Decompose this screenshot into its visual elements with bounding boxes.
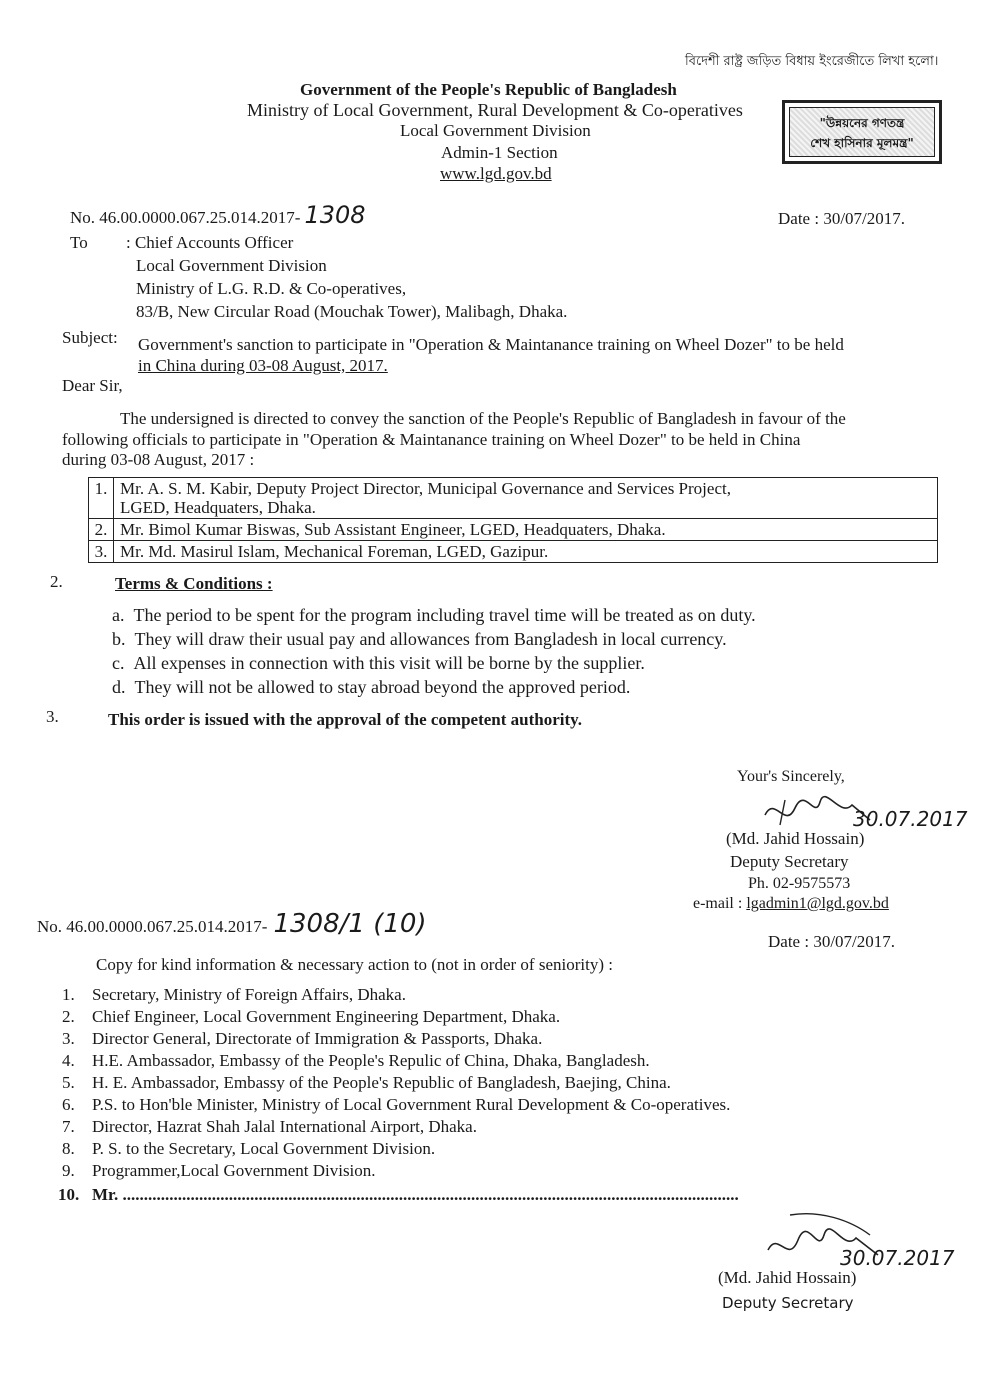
signature-1-date-handwritten: 30.07.2017 xyxy=(853,807,968,831)
terms-heading xyxy=(115,574,273,594)
body-line-2: following officials to participate in "Operation & Maintanance training on Wheel Dozer" to be held in China xyxy=(62,430,801,449)
list-item-number: 8. xyxy=(62,1139,75,1158)
memo-number-handwritten: 1308 xyxy=(304,201,366,229)
approval-number: 3. xyxy=(46,707,59,726)
term-text: They will draw their usual pay and allowances from Bangladesh in local currency. xyxy=(134,629,727,649)
copy-memo-date: Date : 30/07/2017. xyxy=(768,932,896,951)
table-row xyxy=(89,541,938,563)
stamp-line2: শেখ হাসিনার মূলমন্ত্র" xyxy=(810,136,914,150)
header-website-link[interactable] xyxy=(440,164,552,184)
list-item-text: Mr. ................................................................................................................................................. xyxy=(92,1185,739,1204)
copy-memo-number-handwritten: 1308/1 (10) xyxy=(273,909,427,939)
list-item xyxy=(58,1185,739,1205)
email-link[interactable]: lgadmin1@lgd.gov.bd xyxy=(746,895,889,912)
terms-number: 2. xyxy=(50,572,63,591)
list-item-text: Chief Engineer, Local Government Engineering Department, Dhaka. xyxy=(92,1007,561,1026)
list-item-text: H. E. Ambassador, Embassy of the People's Republic of Bangladesh, Baejing, China. xyxy=(92,1073,671,1092)
signatory-1-title: Deputy Secretary xyxy=(730,852,849,871)
to-label: To xyxy=(70,233,88,252)
subject-line-1: Government's sanction to participate in "Operation & Maintanance training on Wheel Dozer" to be held xyxy=(138,335,844,354)
list-item-number: 3. xyxy=(62,1029,75,1048)
signatory-2-title: Deputy Secretary xyxy=(722,1294,854,1312)
memo-number xyxy=(70,201,366,229)
header-ministry: Ministry of Local Government, Rural Development & Co-operatives xyxy=(247,100,743,120)
header-government: Government of the People's Republic of Bangladesh xyxy=(300,80,677,99)
term-item xyxy=(112,605,756,626)
signatory-2-name: (Md. Jahid Hossain) xyxy=(718,1268,857,1287)
signatory-1-name: (Md. Jahid Hossain) xyxy=(726,829,865,848)
header-division: Local Government Division xyxy=(400,121,591,140)
to-line-4: 83/B, New Circular Road (Mouchak Tower), Malibagh, Dhaka. xyxy=(136,302,568,321)
body-line-1: The undersigned is directed to convey the sanction of the People's Republic of Bangladesh in favour of the xyxy=(120,409,846,428)
subject-line-2-text: in China during 03-08 August, 2017. xyxy=(138,356,388,375)
signature-2-date-handwritten: 30.07.2017 xyxy=(840,1246,955,1270)
approval-text: This order is issued with the approval of the competent authority. xyxy=(108,710,582,729)
list-item-number: 7. xyxy=(62,1117,75,1136)
signatory-1-phone: Ph. 02-9575573 xyxy=(748,875,851,892)
copy-memo-number xyxy=(37,909,427,939)
list-item-text: Programmer,Local Government Division. xyxy=(92,1161,376,1180)
motto-stamp xyxy=(782,100,942,164)
official-line: Mr. A. S. M. Kabir, Deputy Project Director, Municipal Governance and Services Project, xyxy=(120,479,731,498)
terms-heading-text: Terms & Conditions : xyxy=(115,574,273,593)
official-details: Mr. Md. Masirul Islam, Mechanical Foreman, LGED, Gazipur. xyxy=(114,541,938,563)
list-item xyxy=(62,1007,560,1027)
website-text: www.lgd.gov.bd xyxy=(440,164,552,183)
subject-line-2 xyxy=(138,356,388,376)
body-line-3: during 03-08 August, 2017 : xyxy=(62,450,255,469)
list-item xyxy=(62,1051,650,1071)
table-row xyxy=(89,478,938,519)
signatory-1-email-row xyxy=(693,895,889,913)
term-item xyxy=(112,677,630,698)
official-details xyxy=(114,478,938,519)
to-line-2: Local Government Division xyxy=(136,256,327,275)
term-item xyxy=(112,653,645,674)
list-item xyxy=(62,1139,435,1159)
memo-date: Date : 30/07/2017. xyxy=(778,209,906,228)
term-text: They will not be allowed to stay abroad beyond the approved period. xyxy=(134,677,631,697)
list-item-number: 5. xyxy=(62,1073,75,1092)
official-number: 3. xyxy=(89,541,114,563)
stamp-line1: "উন্নয়নের গণতন্ত্র xyxy=(819,116,905,130)
list-item-number: 10. xyxy=(58,1185,80,1204)
table-row xyxy=(89,519,938,541)
term-letter: a. xyxy=(112,605,125,625)
list-item xyxy=(62,1073,671,1093)
list-item-text: H.E. Ambassador, Embassy of the People's Repulic of China, Dhaka, Bangladesh. xyxy=(92,1051,650,1070)
term-letter: d. xyxy=(112,677,126,697)
official-number: 2. xyxy=(89,519,114,541)
list-item xyxy=(62,1161,376,1181)
list-item xyxy=(62,1095,730,1115)
copy-memo-number-text: No. 46.00.0000.067.25.014.2017- xyxy=(37,917,268,936)
header-section: Admin-1 Section xyxy=(441,143,558,162)
top-note: বিদেশী রাষ্ট্র জড়িত বিধায় ইংরেজীতে লিখা হলো। xyxy=(685,54,939,69)
term-text: All expenses in connection with this visit will be borne by the supplier. xyxy=(133,653,645,673)
list-item-number: 4. xyxy=(62,1051,75,1070)
term-letter: b. xyxy=(112,629,126,649)
term-letter: c. xyxy=(112,653,125,673)
term-text: The period to be spent for the program including travel time will be treated as on duty. xyxy=(133,605,756,625)
officials-table xyxy=(88,477,938,563)
memo-number-text: No. 46.00.0000.067.25.014.2017- xyxy=(70,208,301,227)
list-item-number: 6. xyxy=(62,1095,75,1114)
closing: Your's Sincerely, xyxy=(737,768,845,785)
list-item-text: Director General, Directorate of Immigration & Passports, Dhaka. xyxy=(92,1029,543,1048)
list-item-number: 1. xyxy=(62,985,75,1004)
list-item-number: 9. xyxy=(62,1161,75,1180)
official-details: Mr. Bimol Kumar Biswas, Sub Assistant Engineer, LGED, Headquaters, Dhaka. xyxy=(114,519,938,541)
to-line-3: Ministry of L.G. R.D. & Co-operatives, xyxy=(136,279,407,298)
to-line-1: : Chief Accounts Officer xyxy=(126,233,294,252)
list-item-text: P. S. to the Secretary, Local Government Division. xyxy=(92,1139,436,1158)
official-number: 1. xyxy=(89,478,114,519)
list-item xyxy=(62,1029,542,1049)
official-line-continued: LGED, Headquaters, Dhaka. xyxy=(120,498,316,517)
list-item xyxy=(62,985,406,1005)
subject-label: Subject: xyxy=(62,328,118,347)
list-item xyxy=(62,1117,477,1137)
term-item xyxy=(112,629,727,650)
list-item-text: Director, Hazrat Shah Jalal International Airport, Dhaka. xyxy=(92,1117,477,1136)
list-item-text: P.S. to Hon'ble Minister, Ministry of Local Government Rural Development & Co-operatives. xyxy=(92,1095,731,1114)
salutation: Dear Sir, xyxy=(62,376,123,395)
copy-intro: Copy for kind information & necessary action to (not in order of seniority) : xyxy=(96,955,613,974)
list-item-number: 2. xyxy=(62,1007,75,1026)
list-item-text: Secretary, Ministry of Foreign Affairs, Dhaka. xyxy=(92,985,406,1004)
email-label: e-mail : xyxy=(693,895,747,912)
